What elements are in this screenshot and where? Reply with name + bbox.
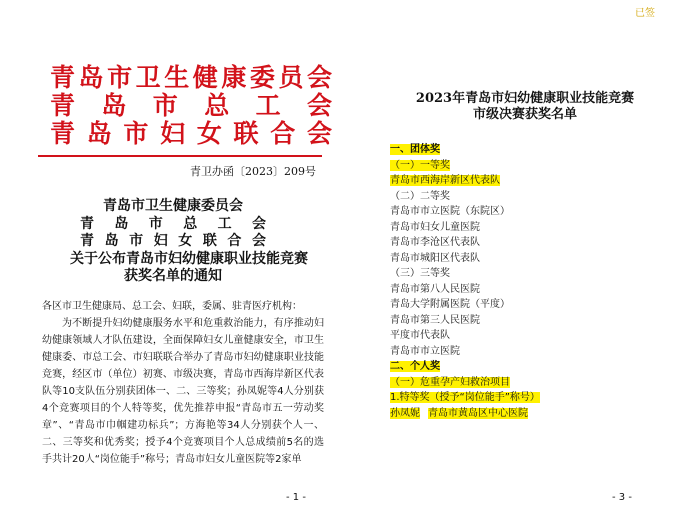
page-number: - 3 - <box>612 492 632 503</box>
addressee: 各区市卫生健康局、总工会、妇联，委属、驻青医疗机构： <box>42 301 302 312</box>
letterhead-line: 青岛市总工会 <box>50 91 332 120</box>
award-row <box>390 359 672 375</box>
list-title-line: 2023年青岛市妇幼健康职业技能竞赛 <box>415 91 635 106</box>
award-row <box>390 189 672 205</box>
award-unit: 青岛市黄岛区中心医院 <box>428 407 528 419</box>
award-text: 平度市代表队 <box>390 330 450 341</box>
document-number: 青卫办函〔2023〕209号 <box>190 165 316 178</box>
award-text: 青岛市李沧区代表队 <box>390 237 480 248</box>
page-number: - 1 - <box>286 492 306 503</box>
body-paragraph: 为不断提升妇幼健康服务水平和危重救治能力，有序推动妇幼健康领域人才队伍建设，全面保障妇女儿童健康安全，市卫生健康委、市总工会、市妇联联合举办了青岛市妇幼健康职业技能竞赛，经区市（单位）初赛、市级决赛，青岛市西海岸新区代表队等10支队伍分别获团体一、二、三等奖；孙凤妮等4人分别获4个竞赛项目的个人特等奖，优先推荐申报“青岛市五一劳动奖章”、“青岛市巾帼建功标兵”；方海艳等34人分别获个人一、二、三等奖和优秀奖；授予4个竞赛项目个人总成绩前5名的选手共计20人“岗位能手”称号；青岛市妇女儿童医院等2家单 <box>42 318 324 465</box>
title-line: 关于公布青岛市妇幼健康职业技能竞赛 <box>70 250 308 267</box>
award-row <box>390 328 672 344</box>
award-text: 青岛市妇女儿童医院 <box>390 221 480 233</box>
title-line: 青岛市妇女联合会 <box>80 233 266 249</box>
award-text: 孙凤妮 <box>390 407 420 419</box>
award-row <box>390 390 672 406</box>
corner-mark: 已签 <box>635 8 655 19</box>
list-title <box>400 91 650 123</box>
award-text: 青岛市第八人民医院 <box>390 283 480 295</box>
award-text: 青岛大学附属医院（平度） <box>390 299 510 310</box>
award-text: 青岛市第三人民医院 <box>390 314 480 326</box>
award-text: 一、团体奖 <box>390 144 440 155</box>
left-page <box>0 0 342 528</box>
award-row <box>390 375 672 391</box>
title-line: 获奖名单的通知 <box>124 268 222 284</box>
award-row <box>390 142 672 158</box>
award-text: 青岛市市立医院 <box>390 345 460 357</box>
letterhead-line: 青岛市卫生健康委员会 <box>50 63 332 92</box>
award-row <box>390 297 672 313</box>
award-row <box>390 266 672 282</box>
award-text: （一）一等奖 <box>390 159 450 171</box>
award-text: 1.特等奖（授予“岗位能手”称号） <box>390 392 540 403</box>
red-divider <box>38 155 322 157</box>
notice-body <box>42 298 324 468</box>
award-text: 青岛市城阳区代表队 <box>390 252 480 264</box>
award-row <box>390 313 672 329</box>
award-row <box>390 220 672 236</box>
award-row <box>390 406 672 422</box>
award-row <box>390 344 672 360</box>
award-row <box>390 282 672 298</box>
red-letterhead <box>50 64 332 148</box>
award-row <box>390 251 672 267</box>
award-row <box>390 204 672 220</box>
award-text: （二）二等奖 <box>390 190 450 202</box>
award-text: 青岛市西海岸新区代表队 <box>390 175 500 186</box>
award-row <box>390 158 672 174</box>
letterhead-line: 青岛市妇女联合会 <box>50 119 332 148</box>
notice-title <box>70 198 308 286</box>
list-title-line: 市级决赛获奖名单 <box>472 107 577 122</box>
award-text: （三）三等奖 <box>390 268 450 279</box>
title-line: 青岛市卫生健康委员会 <box>103 198 243 214</box>
award-row <box>390 173 672 189</box>
award-text: 青岛市市立医院（东院区） <box>390 206 510 217</box>
title-line: 青岛市总工会 <box>80 215 266 232</box>
award-text: （一）危重孕产妇救治项目 <box>390 376 510 388</box>
award-row <box>390 235 672 251</box>
award-list <box>390 142 672 421</box>
right-page <box>342 0 685 528</box>
award-text: 二、个人奖 <box>390 361 440 372</box>
